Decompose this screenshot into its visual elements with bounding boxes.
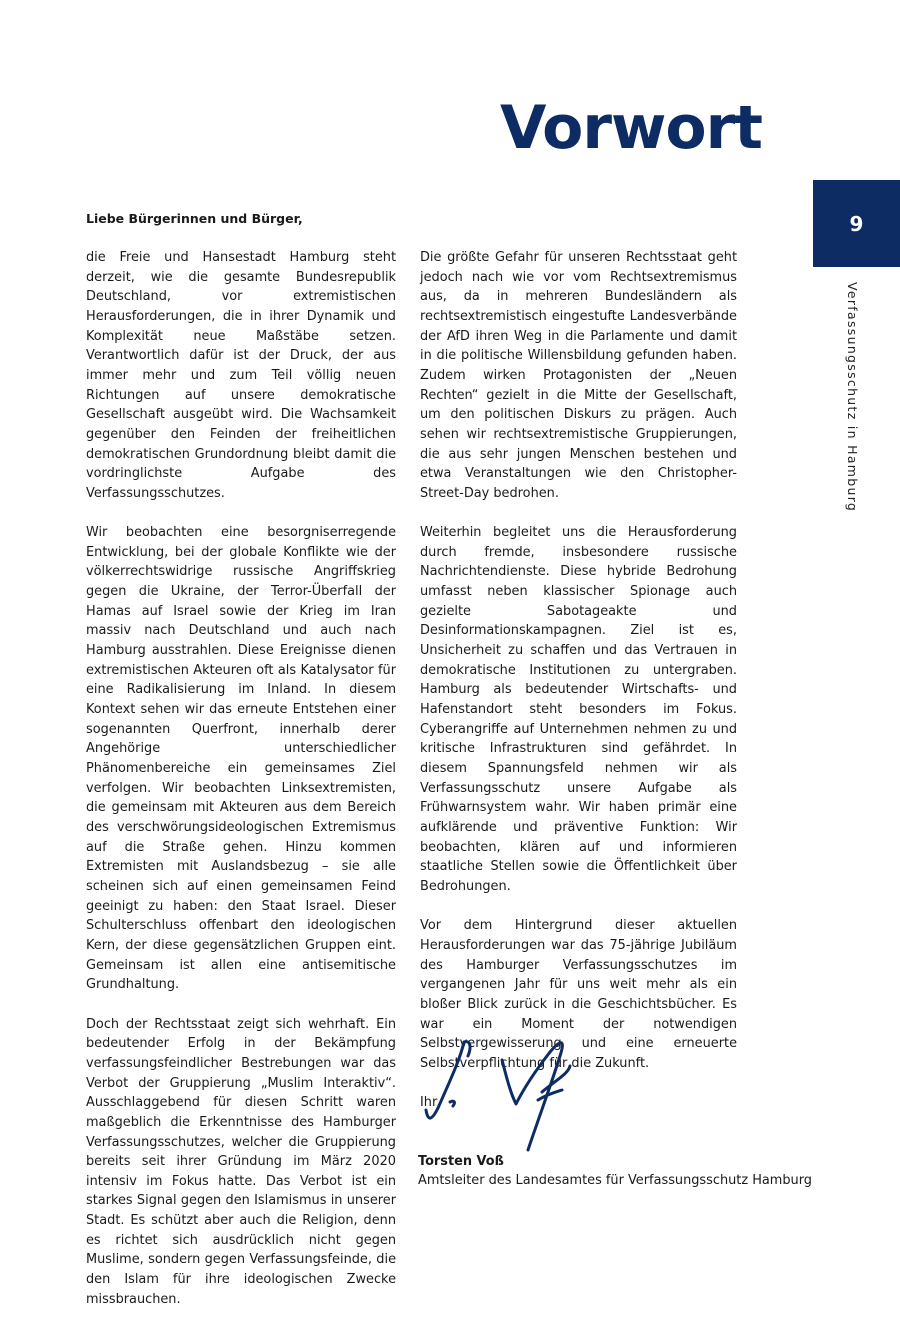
paragraph: Vor dem Hintergrund dieser aktuellen Herausforderungen war das 75-jährige Jubiläum des Hamburger Verfassungsschutzes im vergangenen Jahr für uns weit mehr als ein bloßer Blick zurück in die Geschichtsbücher. Es war ein Moment der notwendigen Selbstvergewisserung und eine erneuerte Selbstverpflichtung für die Zukunft. (420, 918, 737, 1071)
running-header: Verfassungsschutz in Hamburg (845, 282, 860, 513)
paragraph: die Freie und Hansestadt Hamburg steht derzeit, wie die gesamte Bundesrepublik Deutschland, vor extremistischen Herausforderungen, die in ihrer Dynamik und Komplexität neue Maßstäbe setzen. Verantwortlich dafür ist der Druck, der aus immer mehr und zum Teil völlig neuen Richtungen auf unsere demokratische Gesellschaft ausgeübt wird. Die Wachsamkeit gegenüber den Feinden der freiheitlichen demokratischen Grundordnung bleibt damit die vordringlichste Aufgabe des Verfassungsschutzes. (86, 250, 396, 501)
page-number: 9 (849, 211, 864, 236)
left-column (86, 248, 396, 1329)
paragraph: Die größte Gefahr für unseren Rechtsstaat geht jedoch nach wie vor vom Rechtsextremismus aus, da in mehreren Bundesländern als rechtsextremistisch eingestufte Landesverbände der AfD ihren Weg in die Parlamente und damit in die politische Willensbildung gefunden haben. Zudem wirken Protagonisten der „Neuen Rechten“ gezielt in die Mitte der Gesellschaft, um den politischen Diskurs zu prägen. Auch sehen wir rechtsextremistische Gruppierungen, die aus sehr jungen Menschen bestehen und etwa Veranstaltungen wie den Christopher-Street-Day bedrohen. (420, 250, 737, 501)
salutation: Liebe Bürgerinnen und Bürger, (86, 211, 303, 226)
signer-name: Torsten Voß (418, 1154, 504, 1169)
right-column (420, 248, 737, 1132)
page-number-tab (813, 180, 900, 267)
page-title: Vorwort (500, 93, 762, 163)
paragraph: Weiterhin begleitet uns die Herausforderung durch fremde, insbesondere russische Nachrichtendienste. Diese hybride Bedrohung umfasst neben klassischer Spionage auch gezielte Sabotageakte und Desinformationskampagnen. Ziel ist es, Unsicherheit zu schaffen und das Vertrauen in demokratische Institutionen zu untergraben. Hamburg als bedeutender Wirtschafts- und Hafenstandort steht besonders im Fokus. Cyberangriffe auf Unternehmen nehmen zu und kritische Infrastrukturen sind gefährdet. In diesem Spannungsfeld nehmen wir als Verfassungsschutz unsere Aufgabe als Frühwarnsystem wahr. Wir haben primär eine aufklärende und präventive Funktion: Wir beobachten, klären auf und informieren staatliche Stellen sowie die Öffentlichkeit über Bedrohungen. (420, 525, 737, 894)
signer-title: Amtsleiter des Landesamtes für Verfassungsschutz Hamburg (418, 1173, 812, 1188)
paragraph: Doch der Rechtsstaat zeigt sich wehrhaft. Ein bedeutender Erfolg in der Bekämpfung verfassungsfeindlicher Bestrebungen war das Verbot der Gruppierung „Muslim Interaktiv“. Ausschlaggebend für diesen Schritt waren maßgeblich die Erkenntnisse des Hamburger Verfassungsschutzes, welcher die Gruppierung bereits seit ihrer Gründung im März 2020 intensiv im Fokus hatte. Das Verbot ist ein starkes Signal gegen den Islamismus in unserer Stadt. Es schützt aber auch die Religion, denn es richtet sich ausdrücklich nicht gegen Muslime, sondern gegen Verfassungsfeinde, die den Islam für ihre ideologischen Zwecke missbrauchen. (86, 1016, 396, 1307)
paragraph: Wir beobachten eine besorgniserregende Entwicklung, bei der globale Konflikte wie der völkerrechtswidrige russische Angriffskrieg gegen die Ukraine, der Terror-Überfall der Hamas auf Israel sowie der Krieg im Iran massiv nach Deutschland und auch nach Hamburg ausstrahlen. Diese Ereignisse dienen extremistischen Akteuren oft als Katalysator für eine Radikalisierung im Inland. In diesem Kontext sehen wir das erneute Entstehen einer sogenannten Querfront, innerhalb derer Angehörige unterschiedlicher Phänomenbereiche ein gemeinsames Ziel verfolgen. Wir beobachten Linksextremisten, die gemeinsam mit Akteuren aus dem Bereich des verschwörungsideologischen Extremismus auf die Straße gehen. Hinzu kommen Extremisten mit Auslandsbezug – sie alle scheinen sich auf einen gemeinsamen Feind geeinigt zu haben: den Staat Israel. Dieser Schulterschluss offenbart den ideologischen Kern, der diese gegensätzlichen Gruppen eint. Gemeinsam ist allen eine antisemitische Grundhaltung. (86, 525, 396, 993)
handwritten-signature (420, 1030, 580, 1155)
closing: Ihr (420, 1095, 438, 1111)
